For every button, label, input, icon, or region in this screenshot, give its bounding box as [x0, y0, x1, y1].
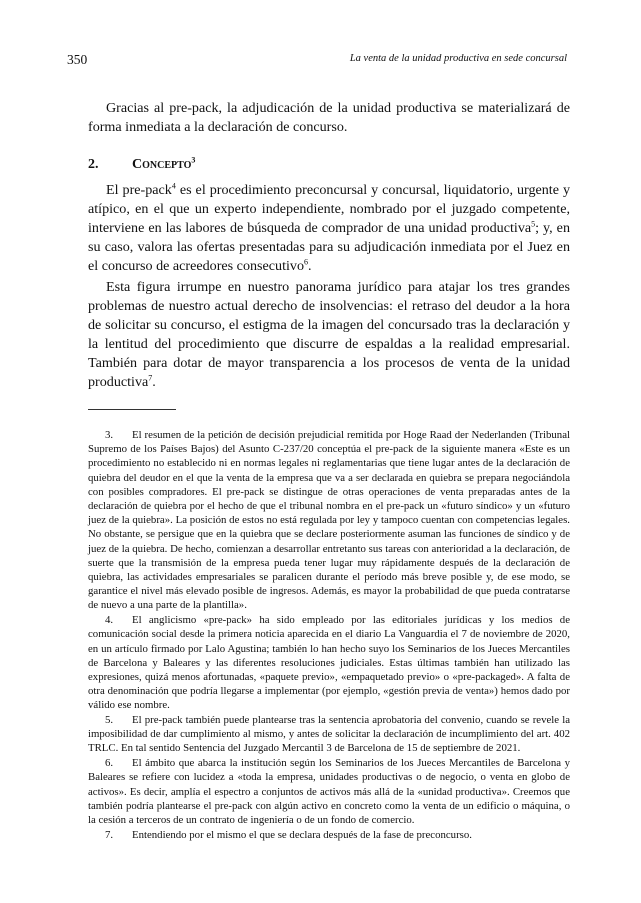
concept-text-3: ; y, en su caso, valora las ofertas presentadas para su adjudicación inmediata por el Juez en el concurso de acreedores consecutivo [88, 220, 570, 274]
footnote-number: 5. [105, 714, 114, 727]
concept-text-4: . [308, 258, 312, 274]
footnote-number: 6. [105, 757, 114, 770]
footnote-separator [88, 409, 176, 410]
figure-text-end: . [152, 374, 156, 390]
footnote [88, 428, 570, 613]
concept-text-1: El pre-pack [106, 182, 172, 198]
footnote-ref: 7 [148, 373, 153, 383]
intro-paragraph: Gracias al pre-pack, la adjudicación de la unidad productiva se materializará de forma inmediata a la declaración de concurso. [88, 100, 570, 135]
footnote-ref: 6 [304, 257, 309, 267]
footnotes [88, 428, 570, 842]
figure-paragraph [88, 278, 570, 392]
footnote [88, 713, 570, 756]
footnote-text: El ámbito que abarca la institución según los Seminarios de los Jueces Mercantiles de Barcelona y Baleares se refiere con lucidez a «toda la empresa, unidades productivas o de negocio, o venta en globo de activos». Es decir, amplía el espectro a conjuntos de activos más allá de la «unidad productiva». Creemos que también podría plantearse el pre-pack con algún activo en concreto como la venta de un edificio o máquina, o la cesión a terceros de un contrato de ingeniería o de un fondo de comercio. [88, 757, 570, 826]
footnote [88, 613, 570, 712]
footnote-number: 7. [105, 828, 114, 841]
footnote-text: El anglicismo «pre-pack» ha sido empleado por las editoriales jurídicas y los medios de comunicación social desde la primera noticia aparecida en el diario La Vanguardia el 7 de noviembre de 2020, en un artículo firmado por Lalo Agustina; también lo han hecho suyo los Seminarios de los Jueces Mercantiles de Barcelona y Baleares y las diferentes resoluciones judiciales. Estas últimas también han utilizado las expresiones, quizá menos afortunadas, «paquete previo», «empaquetado previo» o «pre-packaged». A falta de otra denominación que podría llegarse a implementar (por ejemplo, «gestión previa de venta») hemos dado por válido ese nombre. [88, 614, 570, 712]
page-header [67, 52, 567, 72]
footnote-ref: 5 [531, 219, 536, 229]
running-title: La venta de la unidad productiva en sede concursal [349, 53, 567, 64]
concept-text-2: es el procedimiento preconcursal y concursal, liquidatorio, urgente y atípico, en el que un experto independiente, nombrado por el juzgado competente, interviene en las labores de búsqueda de comprador de una unidad productiva [88, 182, 571, 236]
figure-text: Esta figura irrumpe en nuestro panorama jurídico para atajar los tres grandes problemas de nuestro actual derecho de insolvencias: el retraso del deudor a la hora de solicitar su concurso, el estigma de la imagen del concursado tras la declaración y la lentitud del procedimiento que discurre de espaldas a la realidad empresarial. También para dotar de mayor transparencia a los procesos de venta de la unidad productiva [88, 279, 570, 390]
footnote-ref: 4 [171, 181, 176, 191]
concept-paragraph [88, 181, 570, 276]
footnote-text: El resumen de la petición de decisión prejudicial remitida por Hoge Raad der Nederlanden (Tribunal Supremo de los Países Bajos) del Asunto C-237/20 conceptúa el pre-pack de la siguiente manera «Este es un procedimiento no establecido ni en normas legales ni reglamentarias que tiene lugar antes de la declaración de quiebra del deudor en el que la venta de la empresa que va a ser declarada en quiebra se prepara negociándola con posibles compradores. El pre-pack se distingue de otras operaciones de venta preparadas antes de la declaración de quiebra por el hecho de que el tribunal nombra en el pre-pack un «futuro síndico» y un «futuro juez de la quiebra». La posición de estos no está regulada por ley y tampoco cuentan con competencias legales. No obstante, se persigue que en la quiebra que se declare posteriormente asuman las funciones de síndico y de juez de la quiebra. De hecho, comienzan a desarrollar entretanto sus tareas con anterioridad a la declaración, de suerte que la transmisión de la empresa pueda tener lugar muy rápidamente después de la declaración de quiebra, las actividades empresariales se paralicen durante el período más breve posible y, de ese modo, se garantice el nivel más elevado posible de ingresos. Además, es mayor la probabilidad de que pueda contratarse de nuevo a una parte de la plantilla». [88, 429, 570, 612]
section-title: Concepto [132, 157, 192, 172]
footnote-ref: 3 [191, 155, 196, 165]
page-number: 350 [67, 52, 88, 67]
footnote-text: El pre-pack también puede plantearse tras la sentencia aprobatoria del convenio, cuando se revele la imposibilidad de dar cumplimiento al mismo, y antes de solicitar la declaración de incumplimiento del art. 402 TRLC. En tal sentido Sentencia del Juzgado Mercantil 3 de Barcelona de 15 de septiembre de 2021. [88, 714, 570, 755]
footnote [88, 828, 570, 842]
section-heading [88, 157, 195, 173]
footnote-number: 4. [105, 614, 114, 627]
section-number: 2. [88, 157, 99, 172]
footnote [88, 756, 570, 827]
footnote-text: Entendiendo por el mismo el que se declara después de la fase de preconcurso. [132, 828, 472, 841]
footnote-number: 3. [105, 429, 114, 441]
